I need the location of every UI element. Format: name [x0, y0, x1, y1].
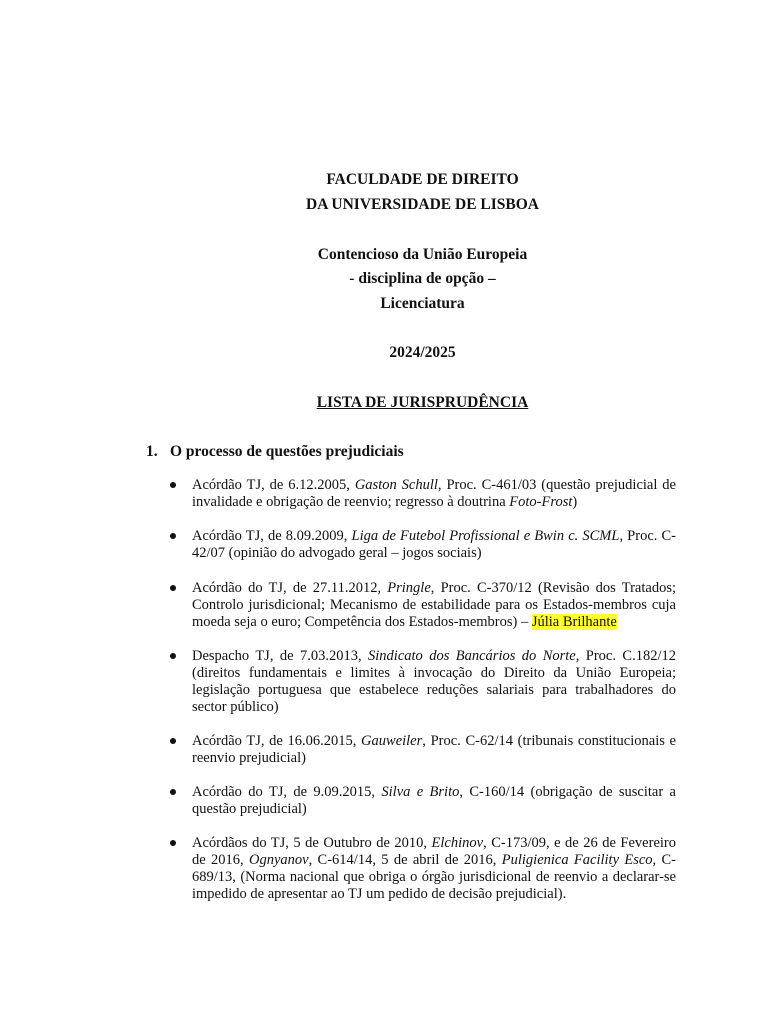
highlighted-student-name: Júlia Brilhante — [531, 614, 617, 630]
list-title — [0, 394, 768, 412]
degree-label: Licenciatura — [380, 295, 465, 312]
list-item-text: Acórdão TJ, de 6.12.2005, Gaston Schull, Proc. C-461/03 (questão prejudicial de invalidade e obrigação de reenvio; regresso à doutrina Foto-Frost) — [192, 477, 676, 510]
list-item — [170, 784, 676, 818]
bullet-icon — [170, 482, 176, 488]
section-title: O processo de questões prejudiciais — [170, 443, 404, 460]
list-item — [170, 648, 676, 716]
academic-year: 2024/2025 — [389, 344, 456, 361]
course-title: Contencioso da União Europeia — [317, 246, 528, 263]
list-item-text: Acórdãos do TJ, 5 de Outubro de 2010, Elchinov, C-173/09, e de 26 de Fevereiro de 2016, Ognyanov, C-614/14, 5 de abril de 2016, Puligienica Facility Esco, C-689/13, (Norma nacional que obriga o órgão jurisdicional de reenvio a declarar-se impedido de apresentar ao TJ um pedido de decisão prejudicial). — [192, 835, 677, 902]
bullet-icon — [170, 840, 176, 846]
list-item-text: Despacho TJ, de 7.03.2013, Sindicato dos Bancários do Norte, Proc. C.182/12 (direitos fundamentais e limites à invocação do Direito da União Europeia; legislação portuguesa que estabelece reduções salariais para trabalhadores do sector público) — [192, 648, 676, 715]
list-item — [170, 835, 676, 903]
list-item-text: Acórdão TJ, de 8.09.2009, Liga de Futebol Profissional e Bwin c. SCML, Proc. C-42/07 (opinião do advogado geral – jogos sociais) — [192, 528, 676, 561]
list-title-text: LISTA DE JURISPRUDÊNCIA — [316, 394, 529, 411]
bullet-icon — [170, 585, 176, 591]
bullet-icon — [170, 653, 176, 659]
faculty-name-line2: DA UNIVERSIDADE DE LISBOA — [306, 196, 539, 213]
list-item — [170, 477, 676, 511]
bullet-icon — [170, 533, 176, 539]
course-type: - disciplina de opção – — [349, 270, 496, 287]
list-item-text: Acórdão do TJ, de 27.11.2012, Pringle, Proc. C-370/12 (Revisão dos Tratados; Controlo jurisdicional; Mecanismo de estabilidade para os Estados-membros cuja moeda seja o euro; Competência dos Estados-membros) – Júlia Brilhante — [192, 580, 676, 630]
bullet-icon — [170, 738, 176, 744]
list-item — [170, 733, 676, 767]
list-item-text: Acórdão TJ, de 16.06.2015, Gauweiler, Proc. C-62/14 (tribunais constitucionais e reenvio prejudicial) — [192, 733, 676, 766]
section-number: 1. — [146, 443, 158, 460]
section-heading — [146, 443, 404, 461]
list-item — [170, 580, 676, 631]
bullet-icon — [170, 789, 176, 795]
list-item — [170, 528, 676, 562]
list-item-text: Acórdão do TJ, de 9.09.2015, Silva e Brito, C-160/14 (obrigação de suscitar a questão prejudicial) — [192, 784, 676, 817]
faculty-name-line1: FACULDADE DE DIREITO — [326, 171, 519, 188]
